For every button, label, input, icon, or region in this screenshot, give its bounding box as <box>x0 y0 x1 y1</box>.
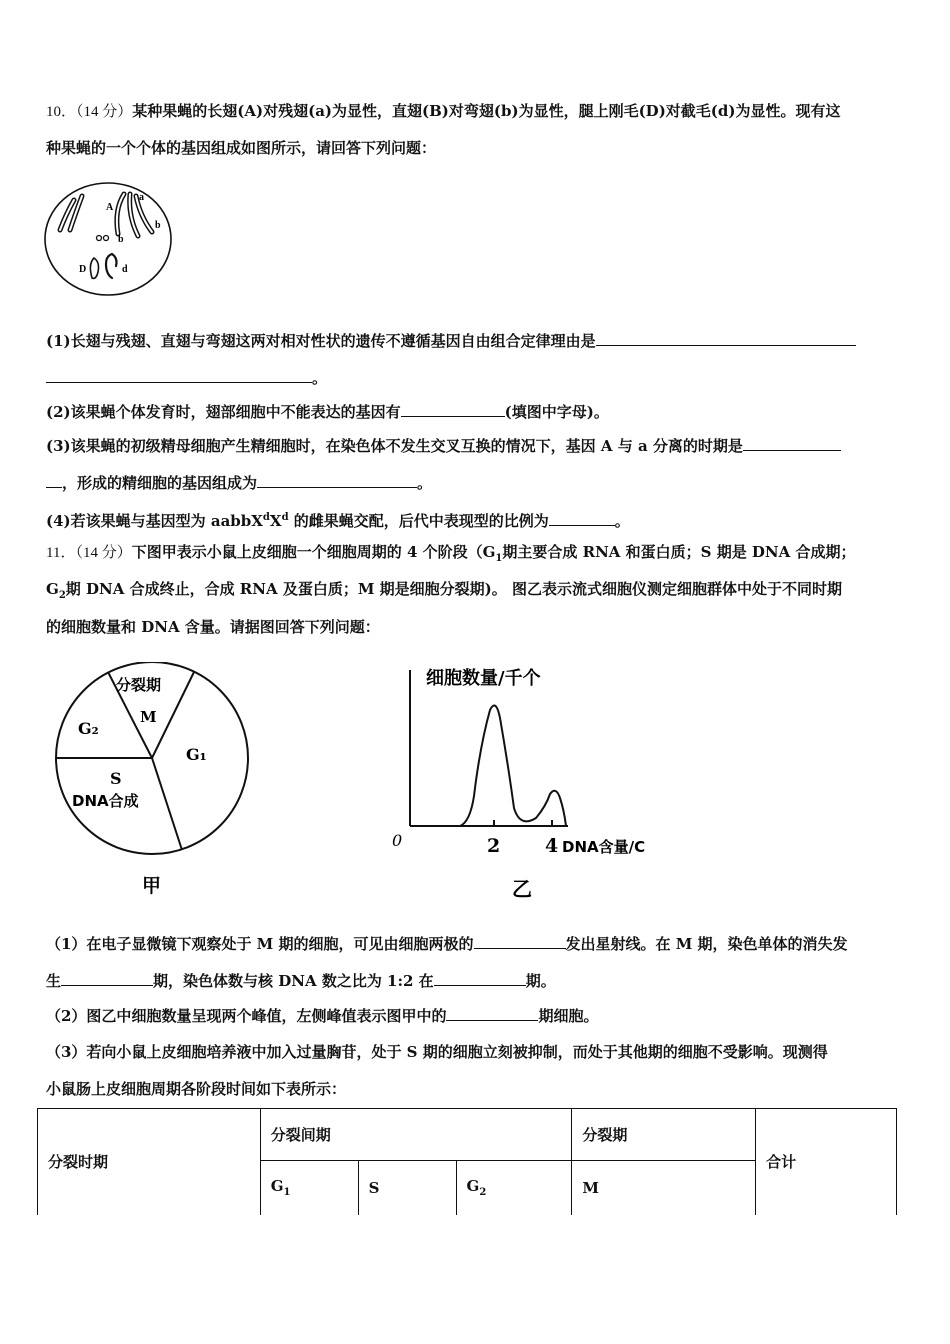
table-cell-g2 <box>456 1161 572 1215</box>
q11-stem-text-1a: 下图甲表示小鼠上皮细胞一个细胞周期的 4 个阶段（G <box>131 543 496 561</box>
gene-label-D: D <box>79 264 87 275</box>
q11-part1-text-b: 发出星射线。在 M 期，染色单体的消失发 <box>565 935 848 953</box>
table-cell-division <box>572 1109 756 1161</box>
q11-part1-text-d: 期，染色体数与核 DNA 数之比为 1:2 在 <box>153 972 434 990</box>
q11-part1-blank-1[interactable] <box>474 934 566 949</box>
q10-stem-line-2 <box>46 138 436 158</box>
table-cell-s <box>358 1161 456 1215</box>
histogram-y-label: 细胞数量/千个 <box>426 668 541 689</box>
q11-part3-line-2 <box>46 1079 346 1099</box>
q10-part2-line <box>46 402 609 422</box>
q11-part2-text-a: （2）图乙中细胞数量呈现两个峰值，左侧峰值表示图甲中的 <box>46 1007 447 1025</box>
q11-stem-sub-2: 2 <box>58 590 66 601</box>
q11-stem-line-3 <box>46 617 380 637</box>
q10-part4-sup-1: d <box>262 512 270 523</box>
q10-stem-text-1: 某种果蝇的长翅(A)对残翅(a)为显性，直翅(B)对弯翅(b)为显性，腿上刚毛(D)对截毛(d)为显性。现有这 <box>132 102 841 120</box>
q10-part1-end: 。 <box>312 369 328 387</box>
pie-label-dna-synthesis: DNA合成 <box>72 792 139 810</box>
chromosome-y <box>106 254 117 278</box>
gene-label-a: a <box>139 192 144 203</box>
q10-part1-blank-1[interactable] <box>596 331 856 346</box>
pie-label-division: 分裂期 <box>116 676 162 694</box>
q10-part3-end: 。 <box>417 474 433 492</box>
q11-part2-line <box>46 1006 598 1026</box>
histogram-curve <box>460 706 566 827</box>
table-interphase-text: 分裂间期 <box>270 1126 331 1144</box>
q10-stem-line-1 <box>46 101 840 122</box>
pie-figure-jia <box>48 662 256 898</box>
q11-part1-line-2 <box>46 971 556 991</box>
q10-part3-line-2 <box>46 473 432 493</box>
table-cell-interphase <box>260 1109 572 1161</box>
table-cell-total <box>756 1109 897 1215</box>
q11-part1-text-c: 生 <box>46 972 62 990</box>
table-period-header-text: 分裂时期 <box>48 1153 109 1172</box>
q10-part4-sup-2: d <box>281 512 289 523</box>
q11-part1-text-e: 期。 <box>525 972 556 990</box>
pie-label-M: M <box>140 708 157 726</box>
q10-part4-text: (4)若该果蝇与基因型为 aabbX <box>46 512 263 530</box>
table-g1-text: G <box>270 1177 284 1196</box>
q11-stem-text-3: 的细胞数量和 DNA 含量。请据图回答下列问题： <box>46 618 380 636</box>
table-cell-m <box>572 1161 756 1215</box>
q10-part3-text-2: ，形成的精细胞的基因组成为 <box>62 474 258 492</box>
table-row-header-1 <box>38 1109 897 1161</box>
q10-part1-text: (1)长翅与残翅、直翅与弯翅这两对相对性状的遗传不遵循基因自由组合定律理由是 <box>46 332 596 350</box>
gene-label-d: d <box>122 264 128 275</box>
q10-chromosome-figure <box>42 180 176 298</box>
histogram-origin: 0 <box>392 831 403 850</box>
pie-label-G1: G₁ <box>186 745 207 764</box>
q11-part2-text-b: 期细胞。 <box>538 1007 599 1025</box>
table-m-text: M <box>582 1178 599 1197</box>
q11-stem-sub-1: 1 <box>495 553 503 564</box>
pie-divider-s-g1 <box>152 758 182 850</box>
q10-score: （14 分） <box>76 104 133 120</box>
q10-part3-blank-1a[interactable] <box>743 436 841 451</box>
histogram-tick-label-2: 2 <box>487 835 501 857</box>
q11-part1-text-a: （1）在电子显微镜下观察处于 M 期的细胞，可见由细胞两极的 <box>46 935 474 953</box>
table-g2-sub: 2 <box>479 1187 487 1199</box>
q10-part4-blank[interactable] <box>549 511 615 526</box>
q11-stem-text-1b: 期主要合成 RNA 和蛋白质；S 期是 DNA 合成期； <box>502 543 856 561</box>
pie-label-S: S <box>110 769 122 788</box>
q11-part1-blank-3[interactable] <box>434 971 526 986</box>
gene-label-A: A <box>106 202 114 213</box>
q10-part4-x: X <box>269 512 282 530</box>
q10-part1-line-2 <box>46 368 327 388</box>
q10-stem-text-2: 种果蝇的一个个体的基因组成如图所示，请回答下列问题： <box>46 139 437 157</box>
histogram-figure-title: 乙 <box>512 877 532 900</box>
q10-part2-text: (2)该果蝇个体发育时，翅部细胞中不能表达的基因有 <box>46 403 401 421</box>
q10-part2-blank[interactable] <box>401 402 505 417</box>
chromosome-dot-2 <box>104 236 109 241</box>
chromosome-dot-1 <box>97 236 102 241</box>
q11-part3-text-b: 小鼠肠上皮细胞周期各阶段时间如下表所示： <box>46 1080 347 1098</box>
table-g1-sub: 1 <box>283 1187 291 1199</box>
table-s-text: S <box>368 1178 380 1197</box>
table-g2-text: G <box>466 1177 480 1196</box>
q10-part4-end: 。 <box>614 512 630 530</box>
q11-score: （14 分） <box>75 545 132 561</box>
q10-part1-blank-2[interactable] <box>46 368 312 383</box>
q11-part3-text-a: （3）若向小鼠上皮细胞培养液中加入过量胸苷，处于 S 期的细胞立刻被抑制，而处于其他期的细胞不受影响。现测得 <box>46 1043 828 1061</box>
gene-label-b-right: b <box>155 220 161 231</box>
q11-number: 11． <box>46 545 76 561</box>
histogram-figure-yi <box>390 660 700 900</box>
q10-part4-line <box>46 508 630 531</box>
q11-stem-text-2a: G <box>46 580 59 598</box>
cell-cycle-table <box>37 1108 897 1215</box>
q10-part4-text-2: 的雌果蝇交配，后代中表现型的比例为 <box>288 512 549 530</box>
table-cell-g1 <box>260 1161 358 1215</box>
q11-part1-blank-2[interactable] <box>61 971 153 986</box>
table-total-text: 合计 <box>766 1153 797 1172</box>
q11-stem-line-2 <box>46 579 842 606</box>
chromosome-x <box>90 258 98 278</box>
q11-part3-line-1 <box>46 1042 828 1062</box>
q10-part3-blank-2[interactable] <box>257 473 417 488</box>
table-division-text: 分裂期 <box>582 1126 628 1144</box>
q11-stem-text-2b: 期 DNA 合成终止，合成 RNA 及蛋白质；M 期是细胞分裂期)。 图乙表示流式细胞仪测定细胞群体中处于不同时期 <box>65 580 842 598</box>
q11-stem-line-1 <box>46 542 856 569</box>
q10-part3-text: (3)该果蝇的初级精母细胞产生精细胞时，在染色体不发生交叉互换的情况下，基因 A 与 a 分离的时期是 <box>46 437 743 455</box>
gene-label-b-left: b <box>118 234 124 245</box>
q10-part3-line-1 <box>46 436 841 456</box>
q10-part1-line-1 <box>46 331 856 351</box>
histogram-x-label: DNA含量/C <box>562 838 646 856</box>
q10-part2-tail: (填图中字母)。 <box>504 403 609 421</box>
q10-part3-blank-1b[interactable] <box>46 473 62 488</box>
q11-part2-blank[interactable] <box>446 1006 538 1021</box>
histogram-tick-label-4: 4 <box>545 835 559 857</box>
pie-figure-title: 甲 <box>142 875 162 897</box>
table-cell-period-header <box>38 1109 261 1215</box>
pie-label-G2: G₂ <box>78 719 99 738</box>
q11-part1-line-1 <box>46 934 848 954</box>
q10-number: 10． <box>46 104 77 120</box>
